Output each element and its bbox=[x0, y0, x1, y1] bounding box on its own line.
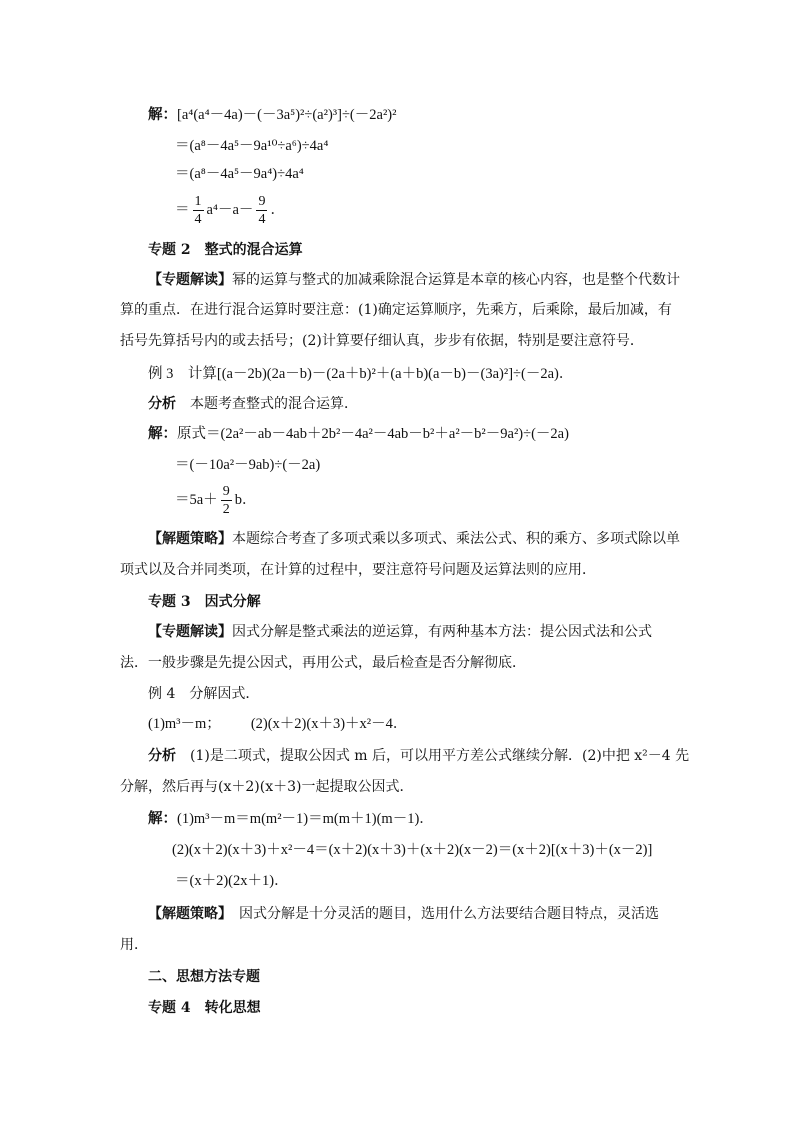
section-2-title: 二、思想方法专题 bbox=[148, 969, 260, 985]
topic-2-solution-line-3 bbox=[175, 480, 735, 520]
topic-3-analysis-line-2: 分解，然后再与(x＋2)(x＋3)一起提取公因式． bbox=[120, 779, 414, 795]
fraction-denominator: 4 bbox=[258, 212, 266, 228]
topic-2-strategy-line-1 bbox=[148, 529, 708, 549]
topic-2-reading-line-2: 算的重点．在进行混合运算时要注意：(1)确定运算顺序，先乘方，后乘除，最后加减，有 bbox=[120, 302, 672, 318]
strategy-label: 【解题策略】 bbox=[148, 906, 225, 922]
solution-1-line-3: ＝(a⁸－4a⁵－9a⁴)÷4a⁴ bbox=[175, 166, 304, 182]
reading-text: 因式分解是整式乘法的逆运算，有两种基本方法：提公因式法和公式 bbox=[232, 624, 652, 640]
fraction bbox=[221, 483, 232, 518]
topic-4-title: 专题 4 转化思想 bbox=[148, 1000, 261, 1016]
solution-label: 解： bbox=[148, 811, 177, 827]
fraction bbox=[193, 193, 204, 228]
strategy-text: 因式分解是十分灵活的题目，选用什么方法要结合题目特点，灵活选 bbox=[225, 906, 659, 922]
topic-2-strategy-line-2: 项式以及合并同类项，在计算的过程中，要注意符号问题及运算法则的应用． bbox=[120, 562, 596, 578]
solution-text: 原式＝(2a²－ab－4ab＋2b²－4a²－4ab－b²＋a²－b²－9a²)÷(－2a) bbox=[177, 426, 569, 442]
solution-1-line-1 bbox=[148, 105, 708, 125]
topic-2-solution-line-1 bbox=[148, 424, 708, 444]
topic-3-solution-line-1 bbox=[148, 809, 708, 829]
topic-3-analysis-line-1 bbox=[148, 746, 708, 766]
expression-text: a⁴－a－ bbox=[206, 202, 254, 218]
topic-2-analysis bbox=[148, 394, 708, 414]
topic-3-reading-line-1 bbox=[148, 622, 708, 642]
topic-3-strategy-line-1 bbox=[148, 904, 708, 924]
fraction-numerator: 9 bbox=[222, 484, 230, 500]
solution-label: 解： bbox=[148, 107, 177, 123]
period: ． bbox=[270, 202, 285, 218]
analysis-text: (1)是二项式，提取公因式 m 后，可以用平方差公式继续分解．(2)中把 x²－4 先 bbox=[176, 748, 690, 764]
topic-3-strategy-line-2: 用． bbox=[120, 937, 148, 953]
fraction-denominator: 2 bbox=[222, 502, 230, 518]
strategy-label: 【解题策略】 bbox=[148, 531, 232, 547]
example-4-items bbox=[148, 714, 708, 734]
equals-sign: ＝ bbox=[175, 202, 190, 218]
analysis-label: 分析 bbox=[148, 748, 176, 764]
topic-3-solution-line-3: ＝(x＋2)(2x＋1)． bbox=[175, 873, 289, 889]
expression-text: b． bbox=[234, 492, 257, 508]
solution-text: [a⁴(a⁴－4a)－(－3a⁵)²÷(a²)³]÷(－2a²)² bbox=[177, 107, 397, 123]
fraction-numerator: 9 bbox=[258, 194, 266, 210]
expression-text: ＝5a＋ bbox=[175, 492, 218, 508]
topic-2-reading-line-1 bbox=[148, 270, 708, 290]
topic-2-title: 专题 2 整式的混合运算 bbox=[148, 242, 303, 258]
topic-2-reading-line-3: 括号先算括号内的或去括号；(2)计算要仔细认真，步步有依据，特别是要注意符号． bbox=[120, 333, 644, 349]
topic-2-solution-line-2: ＝(－10a²－9ab)÷(－2a) bbox=[175, 457, 321, 473]
item-1: (1)m³－m； bbox=[148, 716, 221, 732]
reading-label: 【专题解读】 bbox=[148, 624, 232, 640]
topic-3-title: 专题 3 因式分解 bbox=[148, 594, 261, 610]
solution-text: (1)m³－m＝m(m²－1)＝m(m＋1)(m－1)． bbox=[177, 811, 434, 827]
fraction-numerator: 1 bbox=[194, 194, 202, 210]
item-2: (2)(x＋2)(x＋3)＋x²－4． bbox=[250, 716, 408, 732]
solution-label: 解： bbox=[148, 426, 177, 442]
solution-1-line-4 bbox=[175, 190, 735, 230]
analysis-label: 分析 bbox=[148, 396, 176, 412]
topic-3-reading-line-2: 法．一般步骤是先提公因式，再用公式，最后检查是否分解彻底． bbox=[120, 655, 526, 671]
topic-3-solution-line-2: (2)(x＋2)(x＋3)＋x²－4＝(x＋2)(x＋3)＋(x＋2)(x－2)＝(x＋2)[(x＋3)＋(x－2)] bbox=[172, 842, 653, 858]
fraction bbox=[256, 193, 267, 228]
reading-label: 【专题解读】 bbox=[148, 272, 232, 288]
fraction-denominator: 4 bbox=[194, 212, 202, 228]
reading-text: 幂的运算与整式的加减乘除混合运算是本章的核心内容，也是整个代数计 bbox=[232, 272, 680, 288]
analysis-text: 本题考查整式的混合运算． bbox=[176, 396, 358, 412]
solution-1-line-2: ＝(a⁸－4a⁵－9a¹⁰÷a⁶)÷4a⁴ bbox=[175, 138, 329, 154]
example-3: 例 3 计算[(a－2b)(2a－b)－(2a＋b)²＋(a＋b)(a－b)－(3a)²]÷(－2a)． bbox=[148, 366, 574, 382]
strategy-text: 本题综合考查了多项式乘以多项式、乘法公式、积的乘方、多项式除以单 bbox=[232, 531, 680, 547]
example-4: 例 4 分解因式． bbox=[148, 686, 260, 702]
